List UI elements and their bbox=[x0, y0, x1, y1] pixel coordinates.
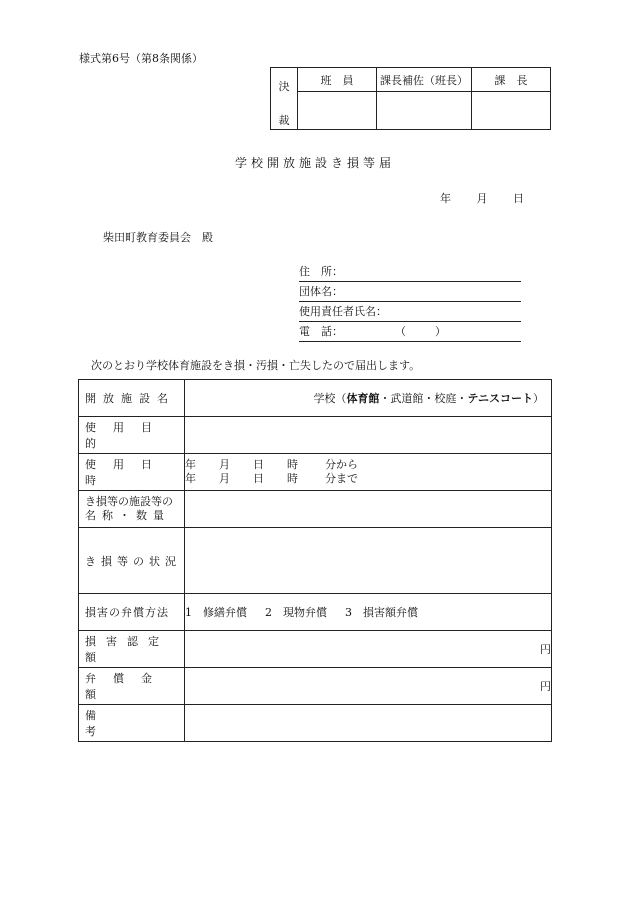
approval-header-deputy: 課長補佐（班長） bbox=[377, 68, 472, 92]
from-month: 月 bbox=[219, 458, 230, 471]
datetime-to bbox=[185, 472, 551, 486]
table-row bbox=[79, 528, 552, 594]
method-option-goods[interactable]: 2 現物弁償 bbox=[265, 606, 327, 619]
table-row bbox=[79, 705, 552, 742]
datetime-from bbox=[185, 458, 551, 472]
facility-prefix: 学校（ bbox=[313, 392, 347, 405]
phone-paren-open: （ bbox=[395, 325, 406, 338]
date-line bbox=[440, 190, 546, 206]
responsible-field[interactable] bbox=[299, 304, 521, 322]
compensation-value[interactable] bbox=[185, 668, 552, 705]
date-day: 日 bbox=[513, 192, 524, 205]
responsible-label: 使用責任者氏名： bbox=[299, 305, 387, 318]
remarks-label-text: 備考 bbox=[85, 709, 166, 738]
approval-sign-staff[interactable] bbox=[298, 92, 377, 130]
table-row bbox=[79, 491, 552, 528]
to-month: 月 bbox=[219, 472, 230, 485]
table-row bbox=[79, 594, 552, 631]
approval-box bbox=[270, 67, 551, 130]
compensation-yen: 円 bbox=[540, 680, 551, 693]
facility-value[interactable] bbox=[185, 380, 552, 417]
to-hour: 時 bbox=[287, 472, 298, 485]
facility-label bbox=[79, 380, 185, 417]
approval-kessai-char-1: 決 bbox=[278, 80, 290, 93]
applicant-block bbox=[299, 264, 521, 344]
status-label-text: き損等の状況 bbox=[85, 554, 181, 568]
table-row bbox=[79, 668, 552, 705]
to-minute: 分まで bbox=[325, 472, 358, 485]
table-row bbox=[79, 417, 552, 454]
method-value[interactable] bbox=[185, 594, 552, 631]
date-month: 月 bbox=[476, 192, 488, 205]
phone-paren-close: ） bbox=[435, 325, 446, 338]
datetime-value[interactable] bbox=[185, 454, 552, 491]
addressee: 柴田町教育委員会 殿 bbox=[103, 231, 213, 244]
table-row bbox=[79, 380, 552, 417]
damaged-label-line2: 名称・数量 bbox=[85, 509, 170, 522]
address-label: 住 所： bbox=[299, 265, 343, 278]
datetime-label-text: 使用日時 bbox=[85, 458, 169, 487]
damage-report-table bbox=[78, 379, 552, 742]
facility-tennis: テニスコート bbox=[467, 392, 533, 405]
phone-field[interactable] bbox=[299, 324, 521, 342]
purpose-label bbox=[79, 417, 185, 454]
purpose-value[interactable] bbox=[185, 417, 552, 454]
form-number: 様式第6号（第8条関係） bbox=[79, 52, 203, 65]
group-field[interactable] bbox=[299, 284, 521, 302]
status-label bbox=[79, 528, 185, 594]
to-year: 年 bbox=[185, 472, 196, 485]
damaged-label-line1: き損等の施設等の bbox=[85, 495, 173, 508]
method-option-amount[interactable]: 3 損害額弁償 bbox=[345, 606, 418, 619]
group-label: 団体名： bbox=[299, 285, 343, 298]
datetime-label bbox=[79, 454, 185, 491]
approval-sign-chief[interactable] bbox=[472, 92, 551, 130]
assessed-label-text: 損害認定額 bbox=[85, 635, 169, 664]
date-year: 年 bbox=[440, 192, 451, 205]
table-row bbox=[79, 454, 552, 491]
approval-sign-deputy[interactable] bbox=[377, 92, 472, 130]
assessed-yen: 円 bbox=[540, 643, 551, 656]
approval-header-chief: 課 長 bbox=[472, 68, 551, 92]
facility-suffix: ） bbox=[533, 392, 544, 405]
compensation-label bbox=[79, 668, 185, 705]
damaged-items-label bbox=[79, 491, 185, 528]
page-title: 学校開放施設き損等届 bbox=[234, 156, 395, 170]
table-row bbox=[79, 631, 552, 668]
method-label-text: 損害の弁償方法 bbox=[85, 606, 169, 619]
facility-label-text: 開放施設名 bbox=[85, 392, 175, 405]
assessed-label bbox=[79, 631, 185, 668]
approval-header-staff: 班 員 bbox=[298, 68, 377, 92]
from-minute: 分から bbox=[325, 458, 358, 471]
remarks-label bbox=[79, 705, 185, 742]
method-option-repair[interactable]: 1 修繕弁償 bbox=[185, 606, 247, 619]
facility-gym: 体育館 bbox=[346, 392, 380, 405]
intro-text: 次のとおり学校体育施設をき損・汚損・亡失したので届出します。 bbox=[91, 359, 421, 372]
status-value[interactable] bbox=[185, 528, 552, 594]
phone-label: 電 話： bbox=[299, 325, 343, 338]
damaged-items-value[interactable] bbox=[185, 491, 552, 528]
facility-rest: ・武道館・校庭・ bbox=[379, 392, 468, 405]
compensation-label-text: 弁償金額 bbox=[85, 672, 169, 701]
purpose-label-text: 使用目的 bbox=[85, 421, 169, 450]
from-year: 年 bbox=[185, 458, 196, 471]
to-day: 日 bbox=[253, 472, 264, 485]
from-hour: 時 bbox=[287, 458, 298, 471]
address-field[interactable] bbox=[299, 264, 521, 282]
from-day: 日 bbox=[253, 458, 264, 471]
method-label bbox=[79, 594, 185, 631]
approval-kessai-char-2: 裁 bbox=[278, 114, 290, 127]
assessed-value[interactable] bbox=[185, 631, 552, 668]
remarks-value[interactable] bbox=[185, 705, 552, 742]
approval-kessai-cell bbox=[271, 68, 298, 130]
